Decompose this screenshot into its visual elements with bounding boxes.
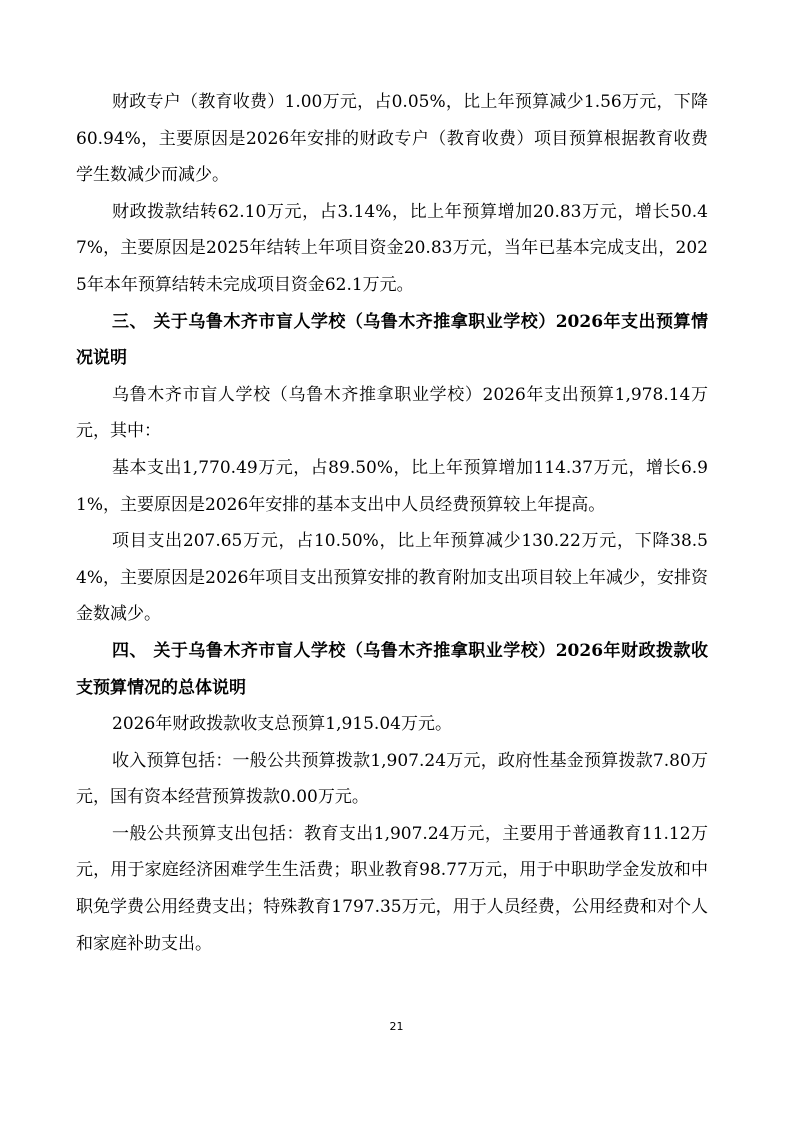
section-heading-expenditure-budget: 三、 关于乌鲁木齐市盲人学校（乌鲁木齐推拿职业学校）2026年支出预算情况说明 bbox=[76, 311, 708, 369]
paragraph-education-fee-special-account: 财政专户（教育收费）1.00万元，占0.05%，比上年预算减少1.56万元，下降60.94%，主要原因是2026年安排的财政专户（教育收费）项目预算根据教育收费学生数减少而减少。 bbox=[76, 92, 708, 186]
paragraph-basic-expenditure: 基本支出1,770.49万元，占89.50%，比上年预算增加114.37万元，增长6.91%，主要原因是2026年安排的基本支出中人员经费预算较上年提高。 bbox=[76, 457, 708, 515]
paragraph-project-expenditure: 项目支出207.65万元，占10.50%，比上年预算减少130.22万元，下降38.54%，主要原因是2026年项目支出预算安排的教育附加支出项目较上年减少，安排资金数减少。 bbox=[76, 531, 708, 625]
paragraph-general-public-expenditure: 一般公共预算支出包括：教育支出1,907.24万元，主要用于普通教育11.12万元，用于家庭经济困难学生生活费；职业教育98.77万元，用于中职助学金发放和中职免学费公用经费支出；特殊教育1797.35万元，用于人员经费，公用经费和对个人和家庭补助支出。 bbox=[76, 823, 708, 954]
document-body bbox=[76, 84, 708, 962]
paragraph-income-budget: 收入预算包括：一般公共预算拨款1,907.24万元，政府性基金预算拨款7.80万元，国有资本经营预算拨款0.00万元。 bbox=[76, 750, 708, 808]
paragraph-total-expenditure: 乌鲁木齐市盲人学校（乌鲁木齐推拿职业学校）2026年支出预算1,978.14万元，其中： bbox=[76, 384, 708, 442]
section-heading-fiscal-allocation: 四、 关于乌鲁木齐市盲人学校（乌鲁木齐推拿职业学校）2026年财政拨款收支预算情况的总体说明 bbox=[76, 640, 708, 698]
paragraph-fiscal-carryover: 财政拨款结转62.10万元，占3.14%，比上年预算增加20.83万元，增长50.47%，主要原因是2025年结转上年项目资金20.83万元，当年已基本完成支出，2025年本年预算结转未完成项目资金62.1万元。 bbox=[76, 201, 708, 295]
paragraph-fiscal-total-budget: 2026年财政拨款收支总预算1,915.04万元。 bbox=[112, 714, 452, 735]
page-number: 21 bbox=[389, 1020, 404, 1033]
